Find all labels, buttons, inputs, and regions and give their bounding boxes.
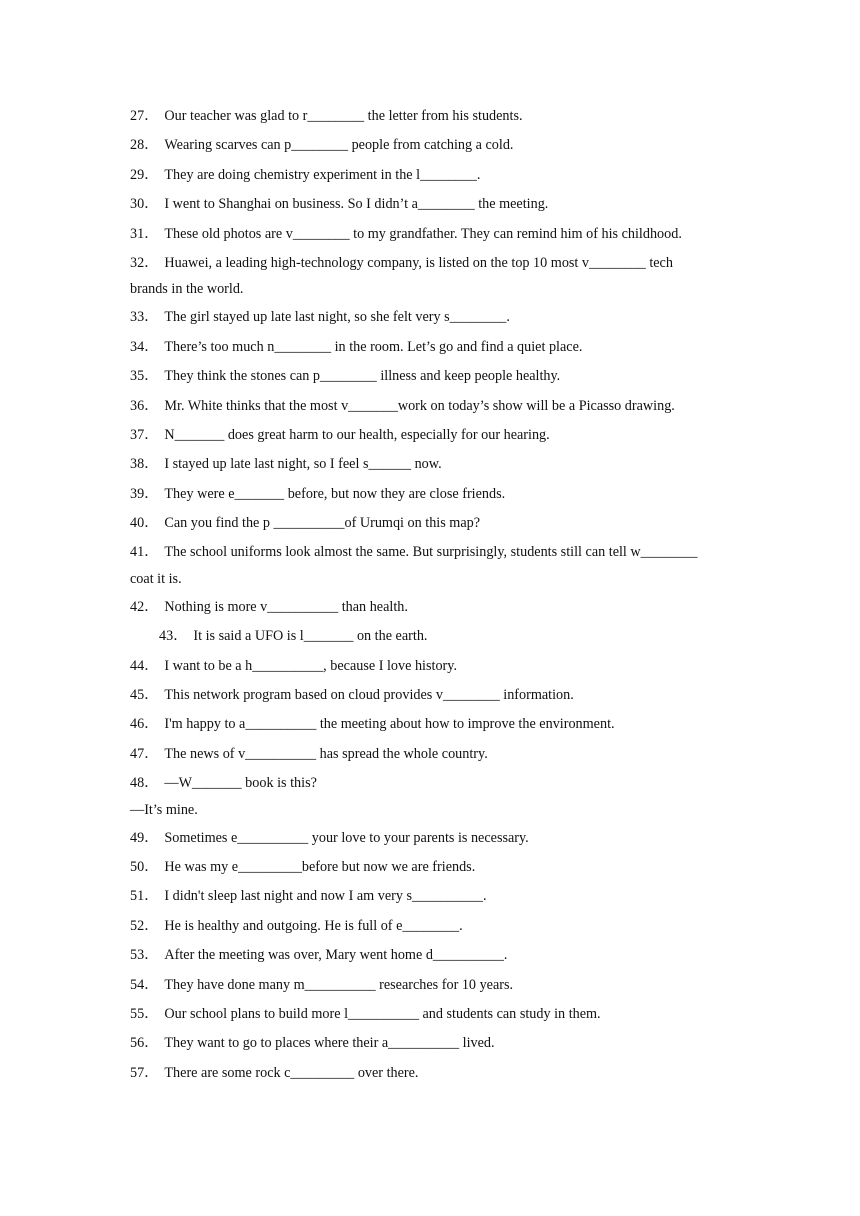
question-text: It is said a UFO is l_______ on the earth. <box>193 628 428 645</box>
question-55 <box>130 1000 750 1029</box>
question-number: 42． <box>130 598 159 615</box>
question-number: 36． <box>130 397 159 414</box>
question-text: The girl stayed up late last night, so she felt very s________. <box>164 309 510 326</box>
question-57 <box>130 1059 750 1088</box>
question-29 <box>130 161 750 190</box>
question-51 <box>130 882 750 911</box>
question-44 <box>130 652 750 681</box>
question-number: 49． <box>130 829 159 846</box>
question-text: brands in the world. <box>130 281 244 298</box>
question-32 <box>130 249 750 278</box>
question-number: 39． <box>130 485 159 502</box>
question-text: Sometimes e__________ your love to your parents is necessary. <box>164 829 529 846</box>
question-number: 34． <box>130 338 159 355</box>
question-text: After the meeting was over, Mary went home d__________. <box>164 947 508 964</box>
question-number: 47． <box>130 745 159 762</box>
question-text: They were e_______ before, but now they are close friends. <box>164 485 506 502</box>
question-text: —It’s mine. <box>130 801 198 818</box>
question-number: 48． <box>130 775 159 792</box>
question-number: 37． <box>130 426 159 443</box>
question-56 <box>130 1029 750 1058</box>
question-number: 53． <box>130 947 159 964</box>
question-number: 41． <box>130 544 159 561</box>
question-38 <box>130 450 750 479</box>
question-text: Can you find the p __________of Urumqi on this map? <box>164 515 481 532</box>
exercise-list <box>130 102 750 1088</box>
question-42 <box>130 593 750 622</box>
question-41 <box>130 538 750 567</box>
question-text: N_______ does great harm to our health, especially for our hearing. <box>164 426 550 443</box>
question-text: There’s too much n________ in the room. Let’s go and find a quiet place. <box>164 338 583 355</box>
question-50 <box>130 853 750 882</box>
question-46 <box>130 710 750 739</box>
question-text: I went to Shanghai on business. So I didn’t a________ the meeting. <box>164 196 549 213</box>
question-47 <box>130 740 750 769</box>
question-28 <box>130 131 750 160</box>
question-number: 54． <box>130 976 159 993</box>
question-text: They want to go to places where their a__________ lived. <box>164 1035 495 1052</box>
question-number: 57． <box>130 1064 159 1081</box>
question-number: 32． <box>130 254 159 271</box>
question-34 <box>130 333 750 362</box>
question-text: I want to be a h__________, because I love history. <box>164 657 458 674</box>
question-text: Our school plans to build more l__________ and students can study in them. <box>164 1005 601 1022</box>
question-text: coat it is. <box>130 570 182 587</box>
question-text: The school uniforms look almost the same. But surprisingly, students still can tell w________ <box>164 544 698 561</box>
question-36 <box>130 392 750 421</box>
question-text: Huawei, a leading high-technology company, is listed on the top 10 most v________ tech <box>164 254 673 271</box>
question-text: I didn't sleep last night and now I am very s__________. <box>164 888 487 905</box>
question-number: 28． <box>130 137 159 154</box>
question-text: He is healthy and outgoing. He is full of e________. <box>164 917 463 934</box>
question-48-answer <box>130 797 750 824</box>
question-49 <box>130 824 750 853</box>
question-text: The news of v__________ has spread the whole country. <box>164 745 488 762</box>
question-number: 38． <box>130 456 159 473</box>
question-53 <box>130 941 750 970</box>
question-text: Nothing is more v__________ than health. <box>164 598 408 615</box>
question-text: They have done many m__________ researches for 10 years. <box>164 976 514 993</box>
question-number: 30． <box>130 196 159 213</box>
question-number: 52． <box>130 917 159 934</box>
question-54 <box>130 971 750 1000</box>
question-40 <box>130 509 750 538</box>
question-37 <box>130 421 750 450</box>
question-52 <box>130 912 750 941</box>
question-number: 51． <box>130 888 159 905</box>
question-text: I'm happy to a__________ the meeting about how to improve the environment. <box>164 716 615 733</box>
question-text: These old photos are v________ to my grandfather. They can remind him of his childhood. <box>164 225 682 242</box>
question-number: 55． <box>130 1005 159 1022</box>
question-33 <box>130 303 750 332</box>
question-30 <box>130 190 750 219</box>
question-48 <box>130 769 750 798</box>
question-43 <box>130 622 750 651</box>
question-number: 56． <box>130 1035 159 1052</box>
question-number: 27． <box>130 108 159 124</box>
question-32-continued <box>130 276 750 303</box>
question-number: 43． <box>159 628 188 645</box>
question-number: 29． <box>130 166 159 183</box>
question-text: I stayed up late last night, so I feel s______ now. <box>164 456 442 473</box>
question-45 <box>130 681 750 710</box>
question-text: Our teacher was glad to r________ the letter from his students. <box>164 108 523 124</box>
question-41-continued <box>130 566 750 593</box>
question-text: Wearing scarves can p________ people from catching a cold. <box>164 137 514 154</box>
question-number: 44． <box>130 657 159 674</box>
question-number: 50． <box>130 858 159 875</box>
question-39 <box>130 480 750 509</box>
question-text: —W_______ book is this? <box>164 775 317 792</box>
question-31 <box>130 220 750 249</box>
question-number: 35． <box>130 368 159 385</box>
question-text: There are some rock c_________ over there. <box>164 1064 419 1081</box>
question-text: This network program based on cloud provides v________ information. <box>164 687 574 704</box>
question-text: They think the stones can p________ illness and keep people healthy. <box>164 368 561 385</box>
question-text: Mr. White thinks that the most v_______work on today’s show will be a Picasso drawing. <box>164 397 675 414</box>
question-text: They are doing chemistry experiment in the l________. <box>164 166 481 183</box>
question-number: 46． <box>130 716 159 733</box>
question-number: 40． <box>130 515 159 532</box>
question-number: 31． <box>130 225 159 242</box>
question-number: 33． <box>130 309 159 326</box>
question-number: 45． <box>130 687 159 704</box>
question-27 <box>130 102 750 131</box>
question-text: He was my e_________before but now we are friends. <box>164 858 476 875</box>
question-35 <box>130 362 750 391</box>
